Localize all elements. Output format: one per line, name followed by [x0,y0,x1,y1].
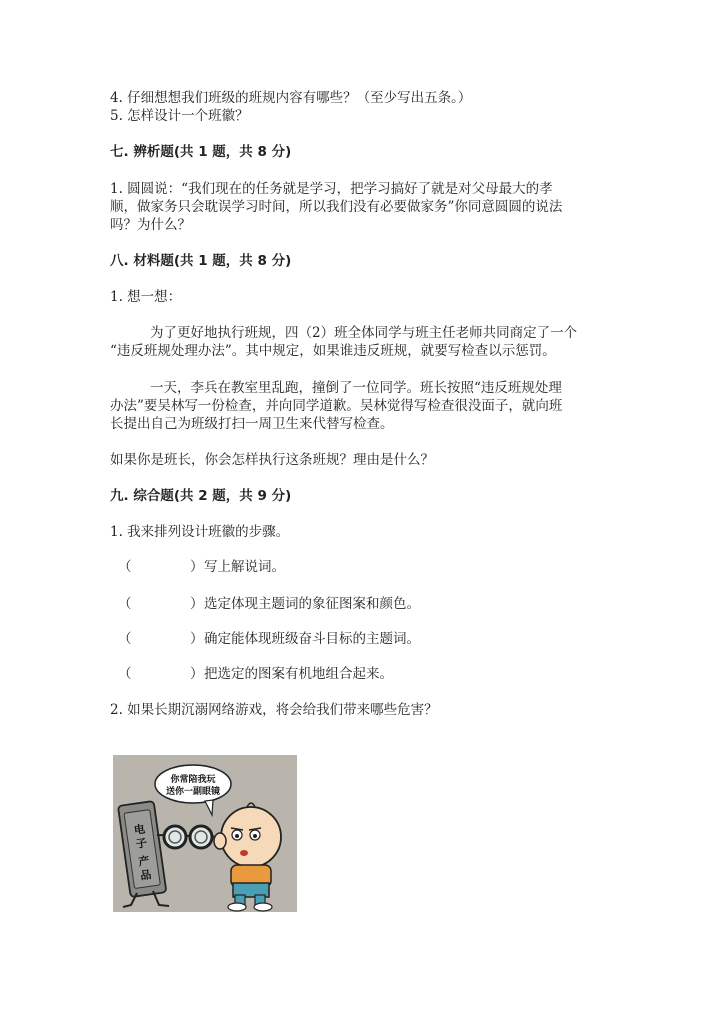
q5-line: 5. 怎样设计一个班徽？ [110,108,249,124]
passage1-line1: 为了更好地执行班规，四（2）班全体同学与班主任老师共同商定了一个 [150,325,578,341]
passage2-line1: 一天，李兵在教室里乱跑，撞倒了一位同学。班长按照“违反班规处理 [150,380,562,396]
q4-line: 4. 仔细想想我们班级的班规内容有哪些？（至少写出五条。） [110,90,472,106]
s9-q1-line: 1. 我来排列设计班徽的步骤。 [110,524,290,540]
open-paren: （ [118,559,132,575]
close-paren: ） [190,559,204,575]
close-paren: ） [190,596,204,612]
passage2-line3: 长提出自己为班级打扫一周卫生来代替写检查。 [110,416,394,432]
s8-question-line: 如果你是班长，你会怎样执行这条班规？理由是什么？ [110,452,434,468]
close-paren: ） [190,631,204,647]
s7-q1-line3: 吗？为什么？ [110,217,191,233]
step-text: 确定能体现班级奋斗目标的主题词。 [204,631,420,647]
step-text: 选定体现主题词的象征图案和颜色。 [204,596,420,612]
s7-q1-line1: 1. 圆圆说：“我们现在的任务就是学习，把学习搞好了就是对父母最大的孝 [110,181,553,197]
svg-text:产: 产 [137,854,151,869]
open-paren: （ [118,666,132,682]
svg-text:电: 电 [133,822,146,837]
passage1-line2: “违反班规处理办法”。其中规定，如果谁违反班规，就要写检查以示惩罚。 [110,343,556,359]
s8-q1-line: 1. 想一想： [110,289,182,305]
step-text: 写上解说词。 [204,559,285,575]
section7-heading: 七. 辨析题(共 1 题，共 8 分) [110,144,292,160]
bubble-text-line1: 你常陪我玩 [170,775,216,785]
close-paren: ） [190,666,204,682]
open-paren: （ [118,631,132,647]
s9-q2-line: 2. 如果长期沉溺网络游戏，将会给我们带来哪些危害？ [110,702,438,718]
svg-text:品: 品 [139,868,153,883]
open-paren: （ [118,596,132,612]
section9-heading: 九. 综合题(共 2 题，共 9 分) [110,488,292,504]
passage2-line2: 办法”要吴林写一份检查，并向同学道歉。吴林觉得写检查很没面子，就向班 [110,398,563,414]
step-text: 把选定的图案有机地组合起来。 [204,666,393,682]
s7-q1-line2: 顺，做家务只会耽误学习时间，所以我们没有必要做家务”你同意圆圆的说法 [110,199,563,215]
section8-heading: 八. 材料题(共 1 题，共 8 分) [110,253,292,269]
bubble-text-line2: 送你一副眼镜 [165,787,221,797]
cartoon-illustration [113,755,297,912]
svg-text:子: 子 [135,836,148,851]
